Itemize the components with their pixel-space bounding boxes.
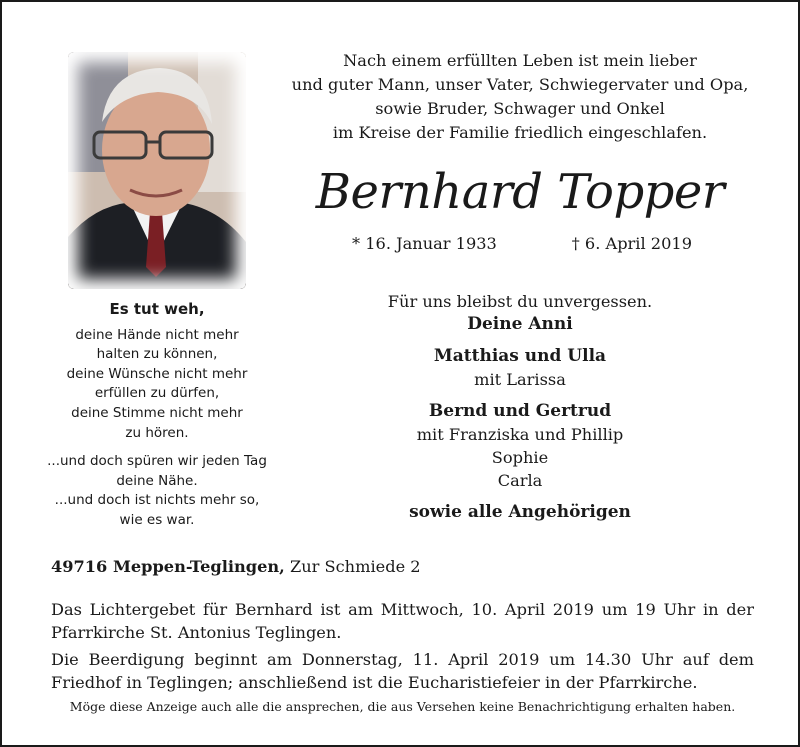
poem-line: deine Hände nicht mehr <box>75 326 239 343</box>
mourner-wife: Deine Anni <box>467 314 573 334</box>
poem <box>42 300 272 531</box>
birth-date: * 16. Januar 1933 <box>352 234 497 253</box>
funeral-notice: Die Beerdigung beginnt am Donnerstag, 11. April 2019 um 14.30 Uhr auf dem Friedhof in Teglingen; anschließend ist die Eucharistiefeier in der Pfarrkirche. <box>51 650 754 692</box>
mourner-family: Matthias und Ulla <box>433 346 607 366</box>
intro-line: Nach einem erfüllten Leben ist mein lieber <box>343 51 697 70</box>
mourner-family-sub: Sophie <box>491 448 549 467</box>
intro-line: sowie Bruder, Schwager und Onkel <box>375 99 665 118</box>
footer-note: Möge diese Anzeige auch alle die ansprechen, die aus Versehen keine Benachrichtigung erhalten haben. <box>69 699 736 714</box>
poem-line: wie es war. <box>119 511 195 528</box>
prayer-notice: Das Lichtergebet für Bernhard ist am Mittwoch, 10. April 2019 um 19 Uhr in der Pfarrkirche St. Antonius Teglingen. <box>51 600 754 642</box>
mourner-closing: sowie alle Angehörigen <box>409 502 631 522</box>
address-street: Zur Schmiede 2 <box>289 557 421 576</box>
photo-vignette <box>68 52 246 289</box>
mourner-family: Bernd und Gertrud <box>428 401 612 421</box>
address-place: 49716 Meppen-Teglingen, <box>51 557 285 576</box>
poem-line: deine Wünsche nicht mehr <box>66 365 248 382</box>
mourners <box>320 290 720 524</box>
poem-line: halten zu können, <box>96 346 218 363</box>
poem-line: ...und doch ist nichts mehr so, <box>54 492 260 509</box>
address <box>51 557 421 576</box>
poem-heading: Es tut weh, <box>109 300 205 318</box>
poem-line: ...und doch spüren wir jeden Tag <box>47 453 267 470</box>
poem-line: erfüllen zu dürfen, <box>94 385 220 402</box>
mourner-family-sub: Carla <box>497 471 543 490</box>
intro-line: im Kreise der Familie friedlich eingeschlafen. <box>332 123 708 142</box>
life-dates <box>352 234 692 253</box>
poem-line: deine Stimme nicht mehr <box>71 404 243 421</box>
intro-line: und guter Mann, unser Vater, Schwiegervater und Opa, <box>291 75 749 94</box>
death-date: † 6. April 2019 <box>571 234 692 253</box>
poem-line: zu hören. <box>125 424 189 441</box>
remembrance-line: Für uns bleibst du unvergessen. <box>387 292 653 311</box>
intro-text <box>270 49 770 145</box>
portrait-photo <box>68 52 246 289</box>
deceased-name: Bernhard Topper <box>315 164 725 220</box>
mourner-family-sub: mit Franziska und Phillip <box>416 425 624 444</box>
poem-line: deine Nähe. <box>116 472 198 489</box>
mourner-family-sub: mit Larissa <box>474 370 566 389</box>
